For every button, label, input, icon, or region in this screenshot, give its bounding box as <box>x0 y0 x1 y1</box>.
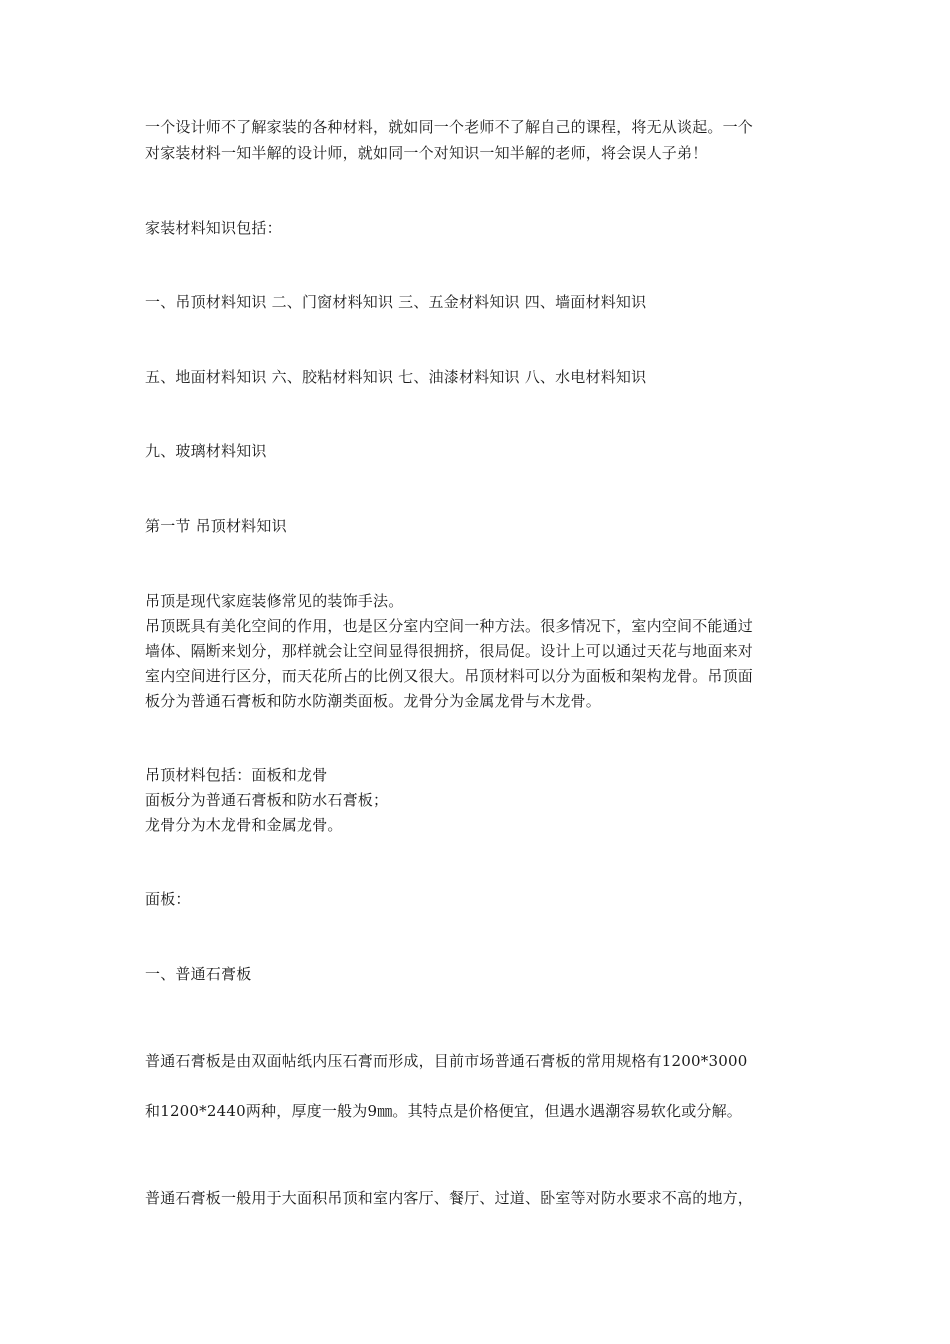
paragraph-line: 板分为普通石膏板和防水防潮类面板。龙骨分为金属龙骨与木龙骨。 <box>145 692 602 710</box>
intro-line-1: 一个设计师不了解家装的各种材料，就如同一个老师不了解自己的课程，将无从谈起。一个 <box>145 118 754 136</box>
paragraph-line: 墙体、隔断来划分，那样就会让空间显得很拥挤，很局促。设计上可以通过天花与地面来对 <box>145 642 754 660</box>
item-body-line: 和1200*2440两种，厚度一般为9㎜。其特点是价格便宜，但遇水遇潮容易软化或分解。 <box>145 1102 742 1120</box>
document-page <box>145 0 815 1344</box>
category-row-3: 九、玻璃材料知识 <box>145 442 267 460</box>
item-heading: 一、普通石膏板 <box>145 965 252 983</box>
paragraph-line: 吊顶既具有美化空间的作用，也是区分室内空间一种方法。很多情况下，室内空间不能通过 <box>145 617 754 635</box>
paragraph-line: 室内空间进行区分，而天花所占的比例又很大。吊顶材料可以分为面板和架构龙骨。吊顶面 <box>145 667 754 685</box>
knowledge-heading: 家装材料知识包括： <box>145 219 282 237</box>
materials-line: 吊顶材料包括：面板和龙骨 <box>145 766 328 784</box>
category-row-1: 一、吊顶材料知识 二、门窗材料知识 三、五金材料知识 四、墙面材料知识 <box>145 293 647 311</box>
section-title: 第一节 吊顶材料知识 <box>145 517 287 535</box>
panel-heading: 面板： <box>145 890 191 908</box>
item-body-line: 普通石膏板是由双面帖纸内压石膏而形成，目前市场普通石膏板的常用规格有1200*3000 <box>145 1052 748 1070</box>
intro-line-2: 对家装材料一知半解的设计师，就如同一个对知识一知半解的老师，将会误人子弟！ <box>145 144 708 162</box>
materials-line: 龙骨分为木龙骨和金属龙骨。 <box>145 816 343 834</box>
item-body-line: 普通石膏板一般用于大面积吊顶和室内客厅、餐厅、过道、卧室等对防水要求不高的地方， <box>145 1189 754 1207</box>
category-row-2: 五、地面材料知识 六、胶粘材料知识 七、油漆材料知识 八、水电材料知识 <box>145 368 647 386</box>
paragraph-line: 吊顶是现代家庭装修常见的装饰手法。 <box>145 592 404 610</box>
materials-line: 面板分为普通石膏板和防水石膏板； <box>145 791 389 809</box>
